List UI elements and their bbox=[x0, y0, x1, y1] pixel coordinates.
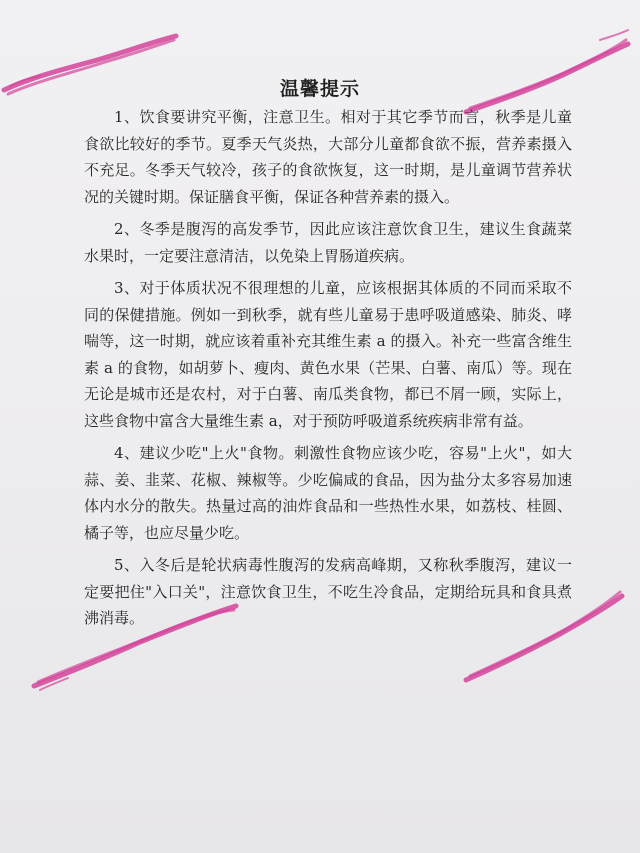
tip-paragraph-2: 2、冬季是腹泻的高发季节，因此应该注意饮食卫生，建议生食蔬菜水果时，一定要注意清洁，以免染上胃肠道疾病。 bbox=[84, 220, 572, 265]
tip-paragraph-3: 3、对于体质状况不很理想的儿童，应该根据其体质的不同而采取不同的保健措施。例如一到秋季，就有些儿童易于患呼吸道感染、肺炎、哮喘等，这一时期，就应该着重补充其维生素 a 的摄入。补充一些富含维生素 a 的食物，如胡萝卜、瘦肉、黄色水果（芒果、白薯、南瓜）等。现在无论是城市还是农村，对于白薯、南瓜类食物，都已不屑一顾，实际上，这些食物中富含大量维生素 a，对于预防呼吸道系统疾病非常有益。 bbox=[84, 279, 572, 430]
tips-body bbox=[84, 104, 572, 638]
page-title: 温馨提示 bbox=[279, 78, 360, 100]
tip-paragraph-4: 4、建议少吃"上火"食物。刺激性食物应该少吃，容易"上火"，如大蒜、姜、韭菜、花椒、辣椒等。少吃偏咸的食品，因为盐分太多容易加速体内水分的散失。热量过高的油炸食品和一些热性水果，如荔枝、桂圆、橘子等，也应尽量少吃。 bbox=[84, 444, 572, 542]
tip-paragraph-5: 5、入冬后是轮状病毒性腹泻的发病高峰期，又称秋季腹泻，建议一定要把住"入口关"，注意饮食卫生，不吃生冷食品，定期给玩具和食具煮沸消毒。 bbox=[84, 556, 572, 627]
tip-paragraph-1: 1、饮食要讲究平衡，注意卫生。相对于其它季节而言，秋季是儿童食欲比较好的季节。夏季天气炎热，大部分儿童都食欲不振，营养素摄入不充足。冬季天气较冷，孩子的食欲恢复，这一时期，是儿童调节营养状况的关键时期。保证膳食平衡，保证各种营养素的摄入。 bbox=[84, 108, 572, 206]
